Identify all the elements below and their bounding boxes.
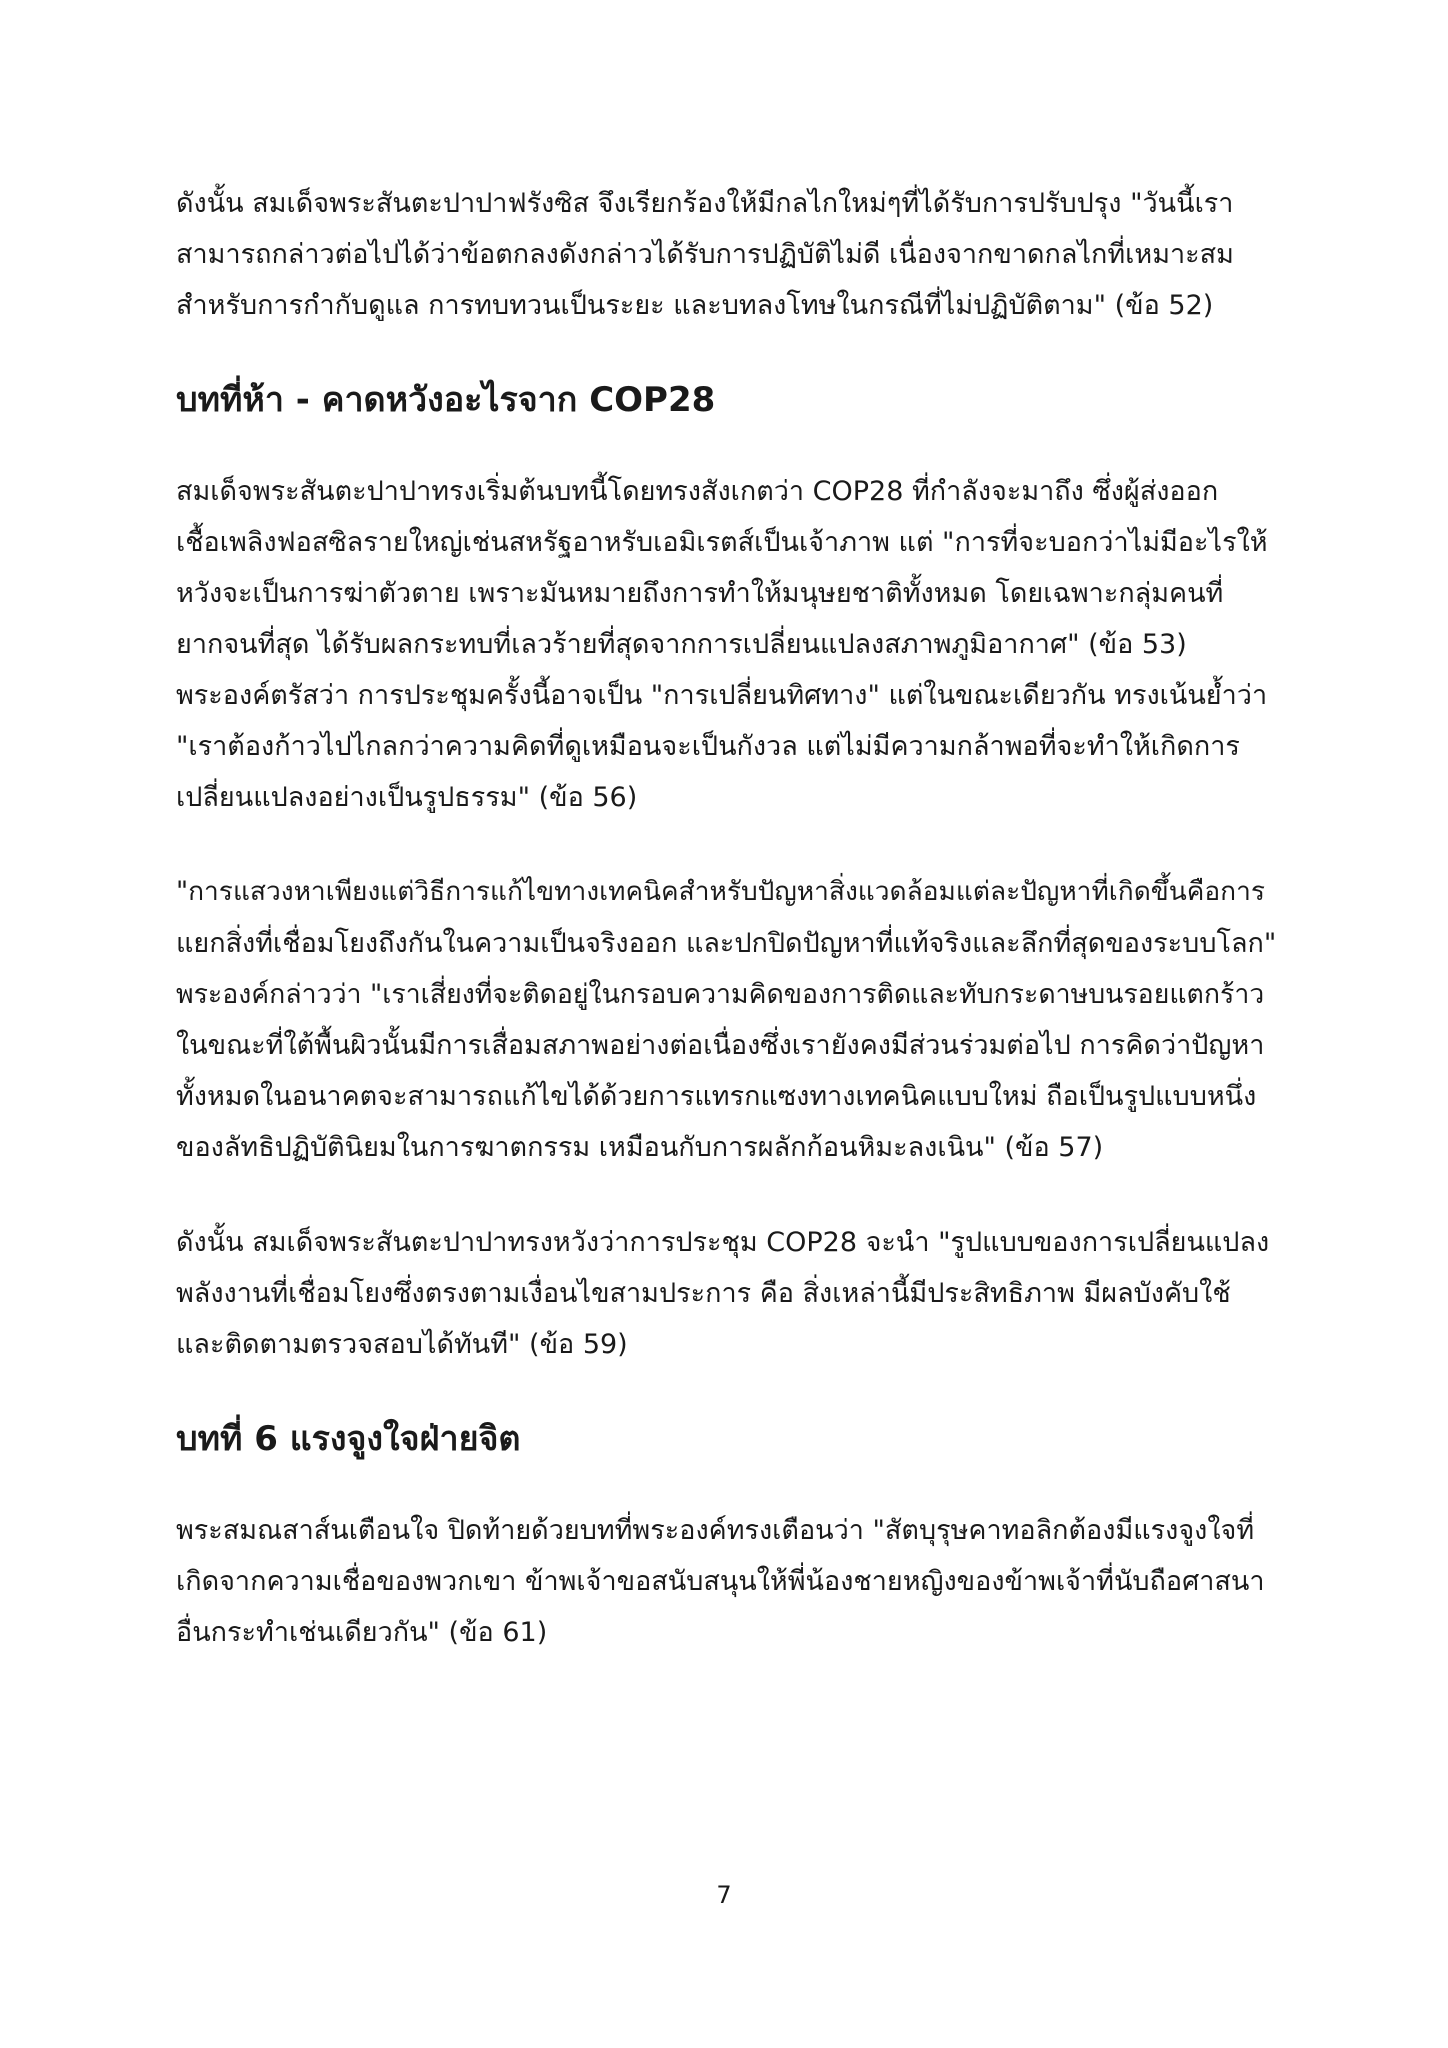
paragraph-5 bbox=[176, 1505, 1276, 1658]
text-line: ในขณะที่ใต้พื้นผิวนั้นมีการเสื่อมสภาพอย่างต่อเนื่องซึ่งเรายังคงมีส่วนร่วมต่อไป การคิดว่าปัญหา bbox=[176, 1030, 1265, 1061]
text-line: เกิดจากความเชื่อของพวกเขา ข้าพเจ้าขอสนับสนุนให้พี่น้องชายหญิงของข้าพเจ้าที่นับถือศาสนา bbox=[176, 1566, 1265, 1597]
text-line: สมเด็จพระสันตะปาปาทรงเริ่มต้นบทนี้โดยทรงสังเกตว่า COP28 ที่กำลังจะมาถึง ซึ่งผู้ส่งออก bbox=[176, 476, 1219, 507]
text-line: ยากจนที่สุด ได้รับผลกระทบที่เลวร้ายที่สุดจากการเปลี่ยนแปลงสภาพภูมิอากาศ" (ข้อ 53) bbox=[176, 629, 1187, 660]
text-line: และติดตามตรวจสอบได้ทันที" (ข้อ 59) bbox=[176, 1329, 628, 1360]
text-line: พระองค์ตรัสว่า การประชุมครั้งนี้อาจเป็น "การเปลี่ยนทิศทาง" แต่ในขณะเดียวกัน ทรงเน้นย้ำว่า bbox=[176, 680, 1268, 711]
chapter-6-heading: บทที่ 6 แรงจูงใจฝ่ายจิต bbox=[176, 1419, 521, 1459]
text-line: ดังนั้น สมเด็จพระสันตะปาปาทรงหวังว่าการประชุม COP28 จะนำ "รูปแบบของการเปลี่ยนแปลง bbox=[176, 1227, 1270, 1258]
text-line: สำหรับการกำกับดูแล การทบทวนเป็นระยะ และบทลงโทษในกรณีที่ไม่ปฏิบัติตาม" (ข้อ 52) bbox=[176, 290, 1214, 321]
text-line: พระองค์กล่าวว่า "เราเสี่ยงที่จะติดอยู่ในกรอบความคิดของการติดและทับกระดาษบนรอยแตกร้าว bbox=[176, 979, 1265, 1010]
text-line: "เราต้องก้าวไปไกลกว่าความคิดที่ดูเหมือนจะเป็นกังวล แต่ไม่มีความกล้าพอที่จะทำให้เกิดการ bbox=[176, 731, 1240, 762]
text-line: พระสมณสาส์นเตือนใจ ปิดท้ายด้วยบทที่พระองค์ทรงเตือนว่า "สัตบุรุษคาทอลิกต้องมีแรงจูงใจที่ bbox=[176, 1515, 1255, 1546]
text-line: ดังนั้น สมเด็จพระสันตะปาปาฟรังซิส จึงเรียกร้องให้มีกลไกใหม่ๆที่ได้รับการปรับปรุง "วันนี้เรา bbox=[176, 188, 1234, 219]
text-line: ของลัทธิปฏิบัตินิยมในการฆาตกรรม เหมือนกับการผลักก้อนหิมะลงเนิน" (ข้อ 57) bbox=[176, 1132, 1104, 1163]
page-number: 7 bbox=[716, 1881, 732, 1909]
text-line: หวังจะเป็นการฆ่าตัวตาย เพราะมันหมายถึงการทำให้มนุษยชาติทั้งหมด โดยเฉพาะกลุ่มคนที่ bbox=[176, 578, 1224, 609]
text-line: เปลี่ยนแปลงอย่างเป็นรูปธรรม" (ข้อ 56) bbox=[176, 782, 638, 813]
document-body bbox=[176, 178, 1276, 1658]
text-line: "การแสวงหาเพียงแต่วิธีการแก้ไขทางเทคนิคสำหรับปัญหาสิ่งแวดล้อมแต่ละปัญหาที่เกิดขึ้นคือการ bbox=[176, 877, 1266, 907]
paragraph-3 bbox=[176, 867, 1276, 1173]
paragraph-2 bbox=[176, 466, 1276, 823]
paragraph-4 bbox=[176, 1217, 1276, 1370]
text-line: อื่นกระทำเช่นเดียวกัน" (ข้อ 61) bbox=[176, 1617, 548, 1648]
text-line: สามารถกล่าวต่อไปได้ว่าข้อตกลงดังกล่าวได้รับการปฏิบัติไม่ดี เนื่องจากขาดกลไกที่เหมาะสม bbox=[176, 239, 1234, 270]
text-line: ทั้งหมดในอนาคตจะสามารถแก้ไขได้ด้วยการแทรกแซงทางเทคนิคแบบใหม่ ถือเป็นรูปแบบหนึ่ง bbox=[176, 1081, 1257, 1112]
chapter-5-heading: บทที่ห้า - คาดหวังอะไรจาก COP28 bbox=[176, 380, 716, 420]
text-line: แยกสิ่งที่เชื่อมโยงถึงกันในความเป็นจริงออก และปกปิดปัญหาที่แท้จริงและลึกที่สุดของระบบโลก" bbox=[176, 928, 1277, 959]
paragraph-1 bbox=[176, 178, 1276, 331]
text-line: พลังงานที่เชื่อมโยงซึ่งตรงตามเงื่อนไขสามประการ คือ สิ่งเหล่านี้มีประสิทธิภาพ มีผลบังคับใช้ bbox=[176, 1278, 1231, 1309]
text-line: เชื้อเพลิงฟอสซิลรายใหญ่เช่นสหรัฐอาหรับเอมิเรตส์เป็นเจ้าภาพ แต่ "การที่จะบอกว่าไม่มีอะไรให้ bbox=[176, 527, 1268, 558]
